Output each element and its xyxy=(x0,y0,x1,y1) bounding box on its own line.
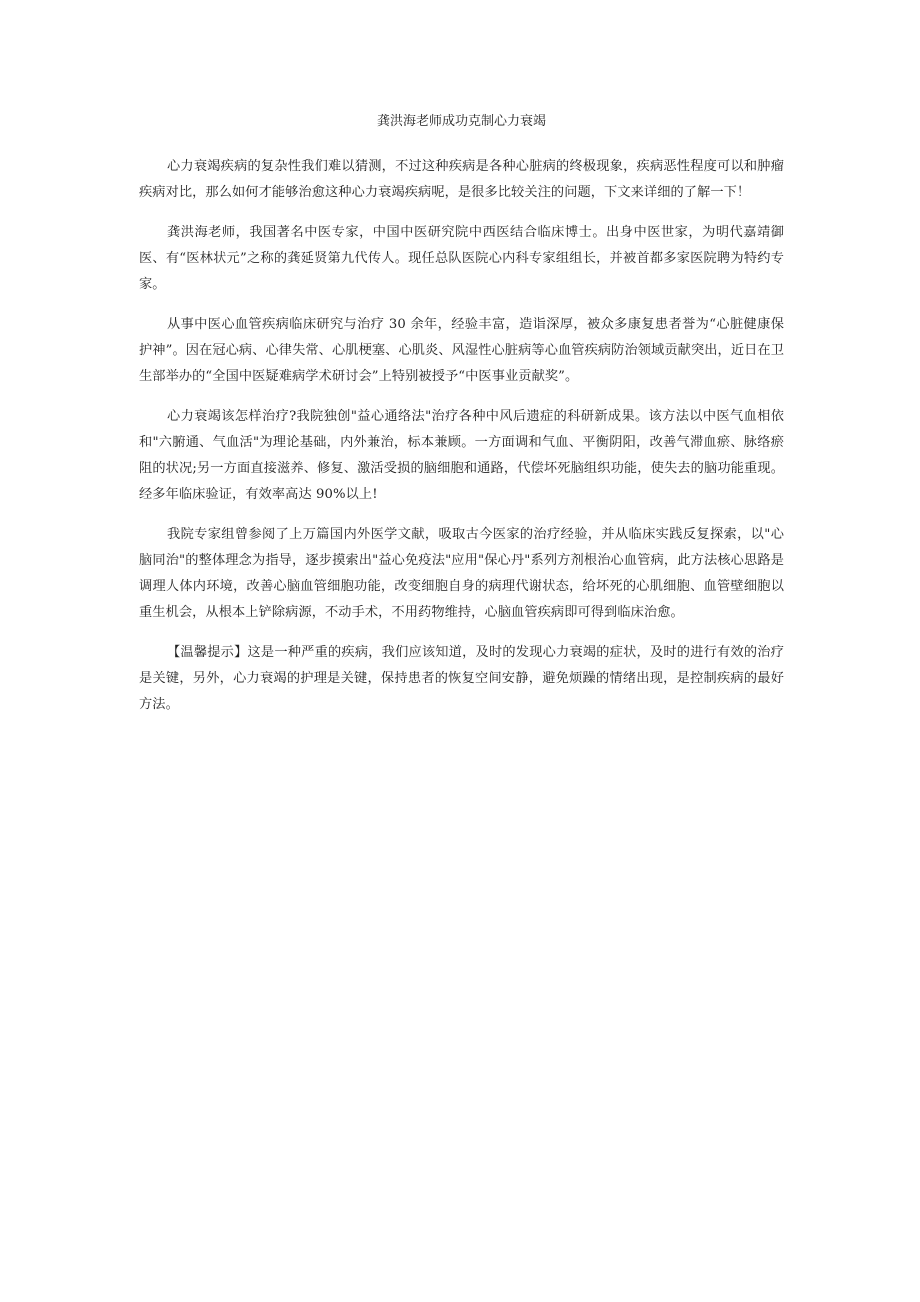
paragraph-doctor-bio: 龚洪海老师，我国著名中医专家，中国中医研究院中西医结合临床博士。出身中医世家，为明代嘉靖御医、有“医林状元”之称的龚延贤第九代传人。现任总队医院心内科专家组组长，并被首都多家医院聘为特约专家。 xyxy=(139,225,784,292)
paragraph-treatment: 心力衰竭该怎样治疗?我院独创"益心通络法"治疗各种中风后遗症的科研新成果。该方法以中医气血相依和"六腑通、气血活"为理论基础，内外兼治，标本兼顾。一方面调和气血、平衡阴阳，改善气滞血瘀、脉络瘀阻的状况;另一方面直接滋养、修复、激活受损的脑细胞和通路，代偿坏死脑组织功能，使失去的脑功能重现。经多年临床验证，有效率高达 90%以上! xyxy=(139,409,784,502)
paragraph-intro: 心力衰竭疾病的复杂性我们难以猜测，不过这种疾病是各种心脏病的终极现象，疾病恶性程度可以和肿瘤疾病对比，那么如何才能够治愈这种心力衰竭疾病呢，是很多比较关注的问题，下文来详细的了解一下！ xyxy=(139,159,784,200)
paragraph-experience: 从事中医心血管疾病临床研究与治疗 30 余年，经验丰富，造诣深厚，被众多康复患者誉为“心脏健康保护神”。因在冠心病、心律失常、心肌梗塞、心肌炎、风湿性心脏病等心血管疾病防治领域贡献突出，近日在卫生部举办的“全国中医疑难病学术研讨会”上特别被授予“中医事业贡献奖”。 xyxy=(139,317,784,384)
document-page xyxy=(139,112,784,732)
paragraph-tips: 【温馨提示】这是一种严重的疾病，我们应该知道，及时的发现心力衰竭的症状，及时的进行有效的治疗是关键，另外，心力衰竭的护理是关键，保持患者的恢复空间安静，避免烦躁的情绪出现，是控制疾病的最好方法。 xyxy=(139,645,784,712)
paragraph-research: 我院专家组曾参阅了上万篇国内外医学文献，吸取古今医家的治疗经验，并从临床实践反复探索，以"心脑同治"的整体理念为指导，逐步摸索出"益心免疫法"应用"保心丹"系列方剂根治心血管病，此方法核心思路是调理人体内环境，改善心脑血管细胞功能，改变细胞自身的病理代谢状态，给坏死的心肌细胞、血管壁细胞以重生机会，从根本上铲除病源，不动手术，不用药物维持，心脑血管疾病即可得到临床治愈。 xyxy=(139,527,784,620)
document-title: 龚洪海老师成功克制心力衰竭 xyxy=(376,114,546,129)
